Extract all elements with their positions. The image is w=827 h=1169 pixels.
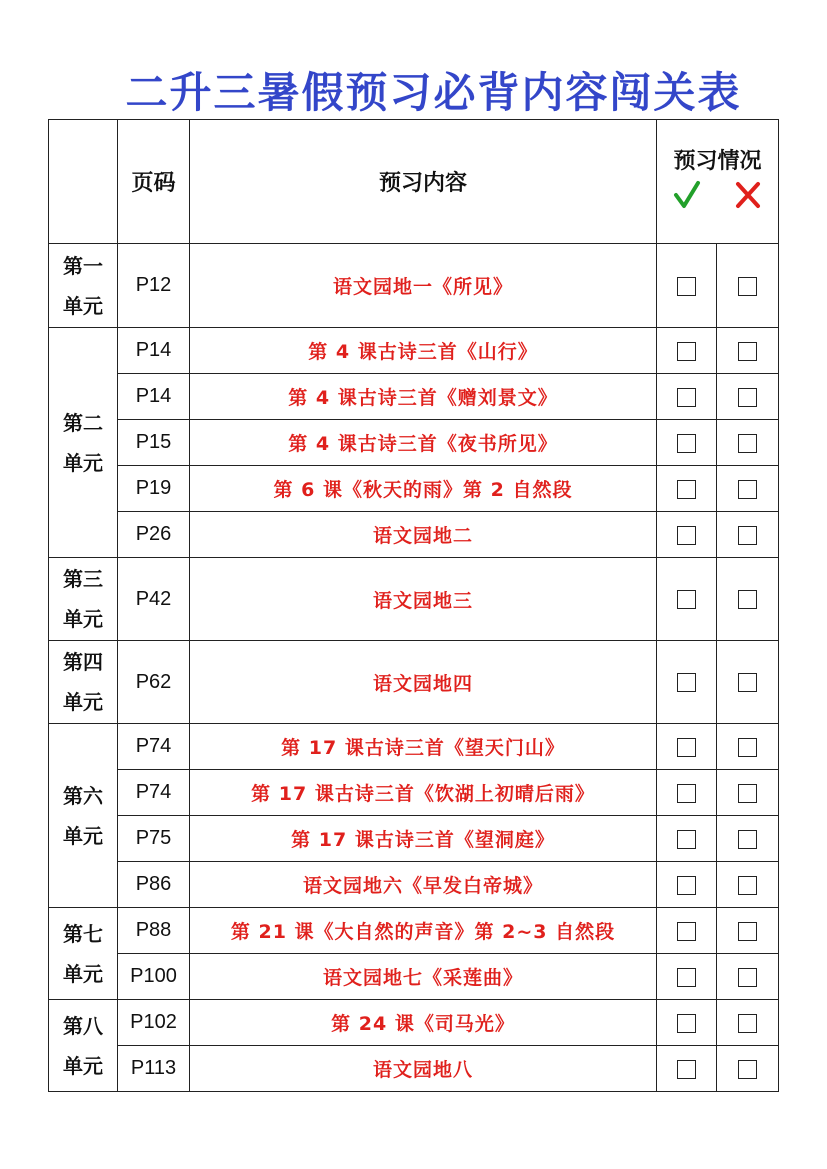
page-number: P62 (118, 641, 190, 724)
page-title: 二升三暑假预习必背内容闯关表 (125, 68, 742, 117)
not-done-checkbox[interactable] (738, 1060, 757, 1079)
done-checkbox-cell (657, 420, 717, 466)
page-number: P102 (118, 1000, 190, 1046)
done-checkbox-cell (657, 1000, 717, 1046)
table-row (49, 558, 779, 641)
page-number: P88 (118, 908, 190, 954)
table-row (49, 724, 779, 770)
unit-label-line2: 单元 (63, 607, 103, 631)
preview-content: 语文园地八 (190, 1046, 657, 1092)
done-checkbox[interactable] (677, 673, 696, 692)
preview-content: 第 6 课《秋天的雨》第 2 自然段 (190, 466, 657, 512)
table-row (49, 244, 779, 328)
page-number: P86 (118, 862, 190, 908)
not-done-checkbox[interactable] (738, 1014, 757, 1033)
not-done-checkbox-cell (717, 1046, 779, 1092)
preview-content: 语文园地三 (190, 558, 657, 641)
unit-label-line2: 单元 (63, 823, 103, 848)
preview-content: 语文园地二 (190, 512, 657, 558)
preview-content: 语文园地七《采莲曲》 (190, 954, 657, 1000)
done-checkbox-cell (657, 244, 717, 328)
unit-label-line2: 单元 (63, 961, 103, 986)
table-row (49, 1046, 779, 1092)
page-number: P75 (118, 816, 190, 862)
done-checkbox[interactable] (677, 388, 696, 407)
table-row (49, 816, 779, 862)
preview-content: 第 17 课古诗三首《望洞庭》 (190, 816, 657, 862)
unit-label (49, 244, 118, 328)
check-icon (673, 180, 701, 218)
table-row (49, 908, 779, 954)
content-column-header: 预习内容 (190, 120, 657, 244)
done-checkbox-cell (657, 328, 717, 374)
done-checkbox-cell (657, 862, 717, 908)
not-done-checkbox-cell (717, 558, 779, 641)
not-done-checkbox-cell (717, 954, 779, 1000)
done-checkbox[interactable] (677, 590, 696, 609)
done-checkbox-cell (657, 374, 717, 420)
preview-content: 第 17 课古诗三首《饮湖上初晴后雨》 (190, 770, 657, 816)
page-number: P14 (118, 374, 190, 420)
preview-content: 语文园地四 (190, 641, 657, 724)
unit-header-cell (49, 120, 118, 244)
not-done-checkbox[interactable] (738, 738, 757, 757)
done-checkbox-cell (657, 466, 717, 512)
status-column-header (657, 120, 779, 244)
done-checkbox-cell (657, 512, 717, 558)
table-row (49, 328, 779, 374)
not-done-checkbox-cell (717, 770, 779, 816)
unit-label-line1: 第八 (63, 1013, 103, 1038)
not-done-checkbox-cell (717, 244, 779, 328)
page-number: P12 (118, 244, 190, 328)
header-row (49, 120, 779, 244)
done-checkbox[interactable] (677, 922, 696, 941)
not-done-checkbox-cell (717, 1000, 779, 1046)
cross-icon (734, 180, 762, 218)
preview-content: 第 24 课《司马光》 (190, 1000, 657, 1046)
table-row (49, 862, 779, 908)
unit-label (49, 328, 118, 558)
not-done-checkbox[interactable] (738, 590, 757, 609)
not-done-checkbox-cell (717, 512, 779, 558)
page-number: P19 (118, 466, 190, 512)
done-checkbox[interactable] (677, 1060, 696, 1079)
table-row (49, 466, 779, 512)
not-done-checkbox[interactable] (738, 922, 757, 941)
page-number: P42 (118, 558, 190, 641)
page-number: P15 (118, 420, 190, 466)
page-column-header: 页码 (118, 120, 190, 244)
not-done-checkbox-cell (717, 908, 779, 954)
unit-label (49, 1000, 118, 1092)
not-done-checkbox[interactable] (738, 830, 757, 849)
not-done-checkbox[interactable] (738, 673, 757, 692)
table-row (49, 420, 779, 466)
done-checkbox-cell (657, 908, 717, 954)
done-checkbox-cell (657, 954, 717, 1000)
preview-content: 第 4 课古诗三首《赠刘景文》 (190, 374, 657, 420)
page-number: P100 (118, 954, 190, 1000)
page-number: P74 (118, 770, 190, 816)
done-checkbox[interactable] (677, 277, 696, 296)
done-checkbox[interactable] (677, 738, 696, 757)
not-done-checkbox[interactable] (738, 434, 757, 453)
done-checkbox[interactable] (677, 1014, 696, 1033)
not-done-checkbox-cell (717, 641, 779, 724)
not-done-checkbox[interactable] (738, 277, 757, 296)
not-done-checkbox-cell (717, 420, 779, 466)
unit-label-line1: 第六 (63, 783, 103, 808)
done-checkbox[interactable] (677, 830, 696, 849)
table-row (49, 954, 779, 1000)
done-checkbox[interactable] (677, 434, 696, 453)
not-done-checkbox[interactable] (738, 388, 757, 407)
not-done-checkbox-cell (717, 724, 779, 770)
not-done-checkbox-cell (717, 328, 779, 374)
preview-content: 第 21 课《大自然的声音》第 2~3 自然段 (190, 908, 657, 954)
done-checkbox[interactable] (677, 876, 696, 895)
done-checkbox[interactable] (677, 784, 696, 803)
table-row (49, 1000, 779, 1046)
unit-label (49, 558, 118, 641)
table-row (49, 641, 779, 724)
not-done-checkbox-cell (717, 466, 779, 512)
not-done-checkbox[interactable] (738, 968, 757, 987)
not-done-checkbox-cell (717, 816, 779, 862)
not-done-checkbox-cell (717, 374, 779, 420)
preview-content: 第 4 课古诗三首《山行》 (190, 328, 657, 374)
done-checkbox-cell (657, 1046, 717, 1092)
done-checkbox-cell (657, 558, 717, 641)
done-checkbox[interactable] (677, 342, 696, 361)
not-done-checkbox[interactable] (738, 342, 757, 361)
not-done-checkbox[interactable] (738, 876, 757, 895)
unit-label (49, 641, 118, 724)
preview-content: 语文园地六《早发白帝城》 (190, 862, 657, 908)
unit-label-line1: 第四 (63, 650, 103, 674)
table-row (49, 512, 779, 558)
unit-label (49, 724, 118, 908)
not-done-checkbox[interactable] (738, 526, 757, 545)
unit-label-line2: 单元 (63, 293, 103, 318)
unit-label (49, 908, 118, 1000)
unit-label-line1: 第三 (63, 567, 103, 591)
done-checkbox-cell (657, 641, 717, 724)
page-number: P26 (118, 512, 190, 558)
not-done-checkbox-cell (717, 862, 779, 908)
done-checkbox[interactable] (677, 968, 696, 987)
done-checkbox-cell (657, 724, 717, 770)
unit-label-line1: 第二 (63, 410, 103, 435)
unit-label-line2: 单元 (63, 1053, 103, 1078)
not-done-checkbox[interactable] (738, 784, 757, 803)
table-row (49, 770, 779, 816)
preview-content: 第 4 课古诗三首《夜书所见》 (190, 420, 657, 466)
table-row (49, 374, 779, 420)
not-done-checkbox[interactable] (738, 480, 757, 499)
done-checkbox[interactable] (677, 526, 696, 545)
page-number: P14 (118, 328, 190, 374)
unit-label-line1: 第一 (63, 253, 103, 278)
preview-content: 第 17 课古诗三首《望天门山》 (190, 724, 657, 770)
done-checkbox[interactable] (677, 480, 696, 499)
done-checkbox-cell (657, 816, 717, 862)
page-number: P74 (118, 724, 190, 770)
preview-checklist-table (48, 119, 779, 1092)
done-checkbox-cell (657, 770, 717, 816)
status-label: 预习情况 (673, 147, 762, 174)
page-number: P113 (118, 1046, 190, 1092)
preview-content: 语文园地一《所见》 (190, 244, 657, 328)
unit-label-line1: 第七 (63, 921, 103, 946)
unit-label-line2: 单元 (63, 450, 103, 475)
unit-label-line2: 单元 (63, 690, 103, 714)
